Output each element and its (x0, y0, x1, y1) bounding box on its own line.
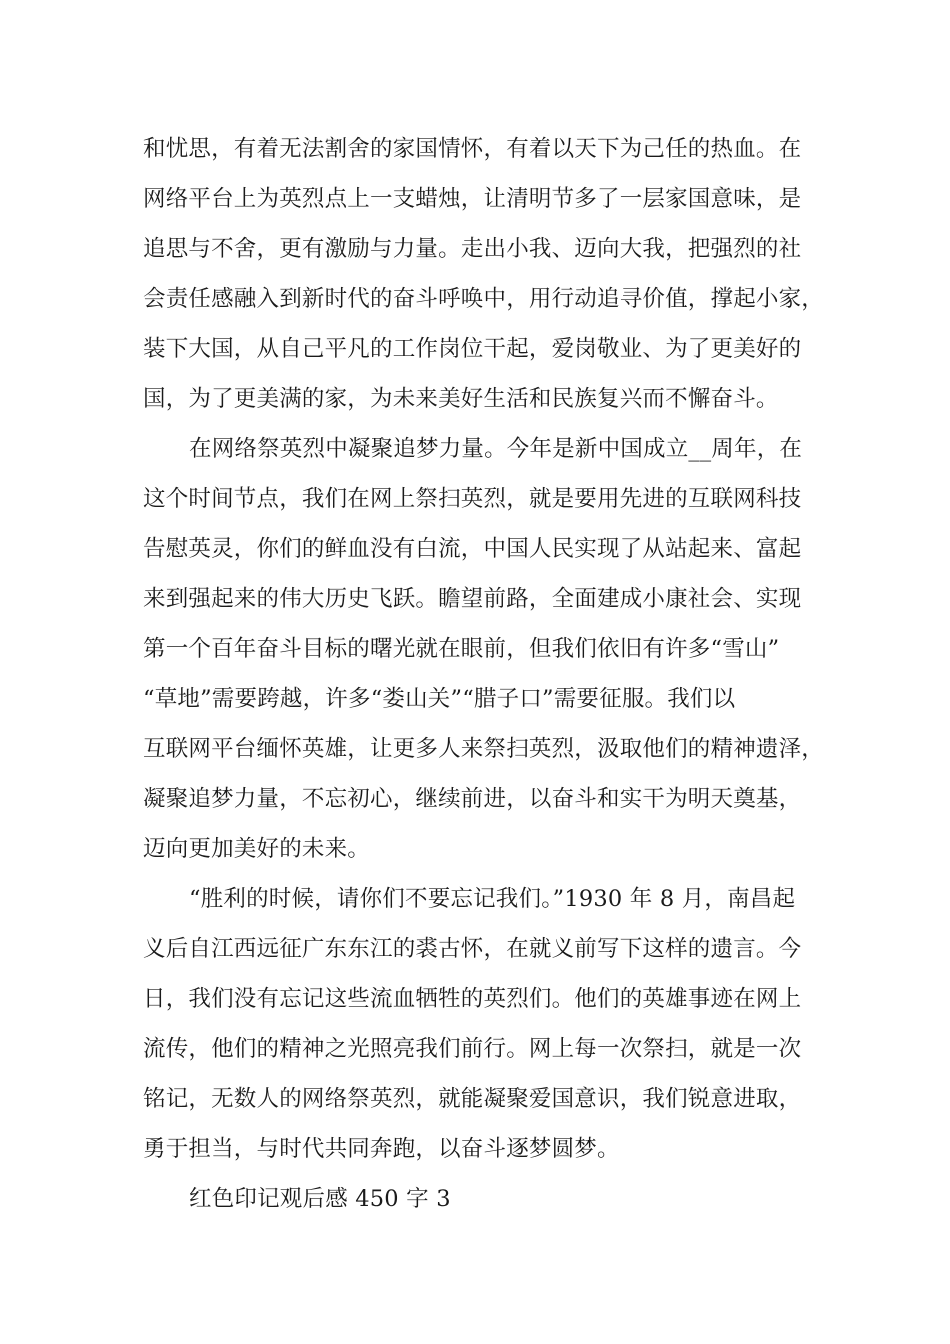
text-line: 告慰英灵，你们的鲜血没有白流，中国人民实现了从站起来、富起 (143, 536, 802, 562)
text-line: 勇于担当，与时代共同奔跑，以奋斗逐梦圆梦。 (143, 1136, 620, 1162)
text-line: 流传，他们的精神之光照亮我们前行。网上每一次祭扫，就是一次 (143, 1036, 802, 1062)
text-line: 网络平台上为英烈点上一支蜡烛，让清明节多了一层家国意味，是 (143, 186, 802, 212)
text-line: 这个时间节点，我们在网上祭扫英烈，就是要用先进的互联网科技 (143, 486, 802, 512)
text-line: “草地”需要跨越，许多“娄山关”“腊子口”需要征服。我们以 (143, 686, 736, 712)
text-line: 追思与不舍，更有激励与力量。走出小我、迈向大我，把强烈的社 (143, 236, 802, 262)
paragraph-2 (143, 424, 833, 874)
text-line: 来到强起来的伟大历史飞跃。瞻望前路，全面建成小康社会、实现 (143, 586, 802, 612)
text-line: 和忧思，有着无法割舍的家国情怀，有着以天下为己任的热血。在 (143, 136, 802, 162)
text-line: 义后自江西远征广东东江的裘古怀，在就义前写下这样的遗言。今 (143, 936, 802, 962)
paragraph-3 (143, 874, 833, 1174)
text-line: 迈向更加美好的未来。 (143, 836, 371, 862)
text-line: 第一个百年奋斗目标的曙光就在眼前，但我们依旧有许多“雪山” (143, 636, 780, 662)
text-line: 装下大国，从自己平凡的工作岗位干起，爱岗敬业、为了更美好的 (143, 336, 802, 362)
text-line: 凝聚追梦力量，不忘初心，继续前进，以奋斗和实干为明天奠基， (143, 786, 802, 812)
paragraph-1 (143, 124, 833, 424)
text-line: 铭记，无数人的网络祭英烈，就能凝聚爱国意识，我们锐意进取， (143, 1086, 802, 1112)
text-line: 在网络祭英烈中凝聚追梦力量。今年是新中国成立__周年，在 (189, 436, 803, 462)
text-line: 互联网平台缅怀英雄，让更多人来祭扫英烈，汲取他们的精神遗泽， (143, 736, 825, 762)
text-line: 国，为了更美满的家，为未来美好生活和民族复兴而不懈奋斗。 (143, 386, 779, 412)
text-line: 日，我们没有忘记这些流血牺牲的英烈们。他们的英雄事迹在网上 (143, 986, 802, 1012)
section-heading: 红色印记观后感 450 字 3 (189, 1186, 451, 1212)
document-body (143, 124, 833, 1224)
text-line: “胜利的时候，请你们不要忘记我们。”1930 年 8 月，南昌起 (189, 886, 796, 912)
text-line: 会责任感融入到新时代的奋斗呼唤中，用行动追寻价值，撑起小家， (143, 286, 825, 312)
